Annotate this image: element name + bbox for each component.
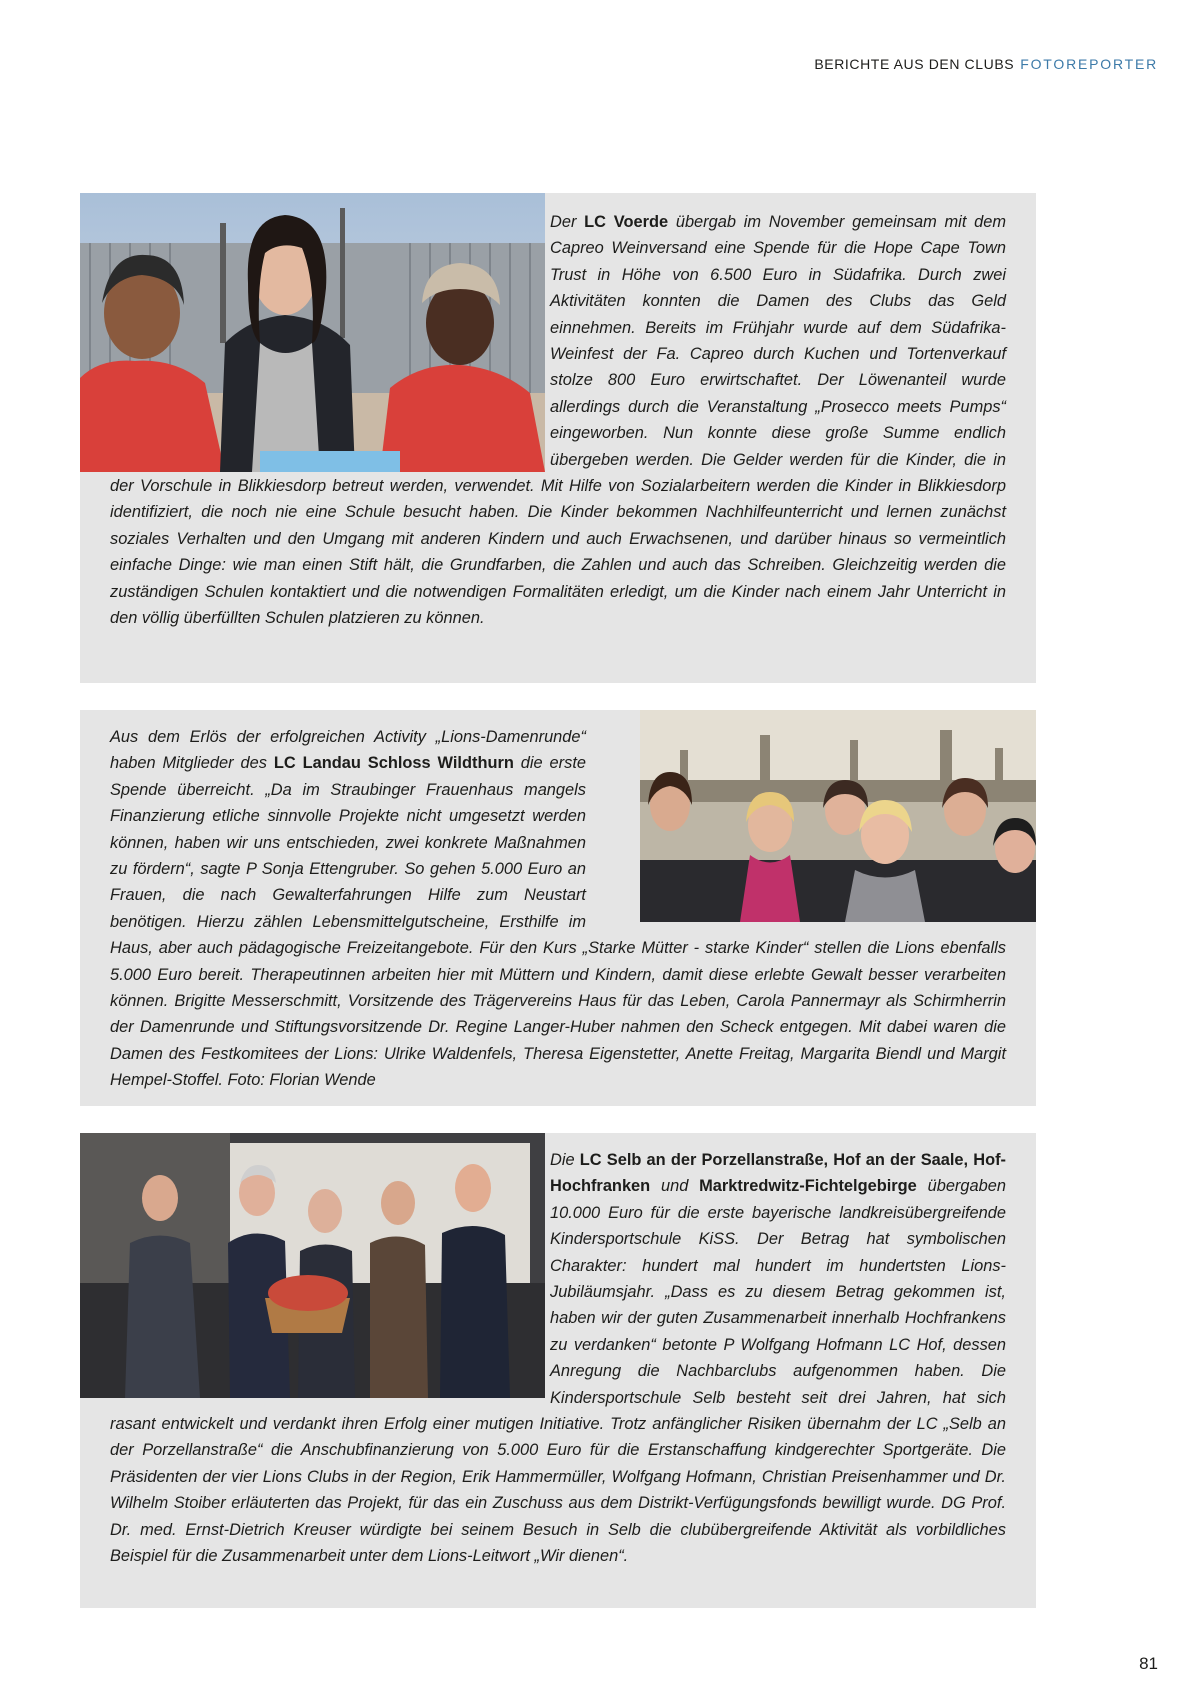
club-name: LC Selb an der Porzellanstraße, Hof an der Saale, Hof-Hochfranken — [550, 1151, 1007, 1196]
article-lc-voerde — [80, 193, 1036, 683]
article-text — [110, 724, 1006, 1094]
article-lc-selb — [80, 1133, 1036, 1608]
article-intro: Aus dem Erlös der erfolgreichen Activity „Lions-Damenrunde“ haben Mitglieder des — [110, 728, 586, 773]
article-body: die erste Spende überreicht. „Da im Straubinger Frauenhaus mangels Finanzierung etliche sinnvolle Projekte nicht umgesetzt werden können, haben wir uns entschieden, zwei konkrete Maßnahmen zu fördern“, sagte P Sonja Ettengruber. So gehen 5.000 Euro an Frauen, die nach Gewalterfahrungen Hilfe zum Neustart benötigen. Hierzu zählen Lebensmittelgutscheine, Ersthilfe im Haus, aber auch pädagogische Freizeitangebote. Für den Kurs „Starke Mütter - starke Kinder“ stellen die Lions ebenfalls 5.000 Euro bereit. Therapeutinnen arbeiten hier mit Müttern und Kindern, damit diese erlebte Gewalt besser verarbeiten können. Brigitte Messerschmitt, Vorsitzende des Trägervereins Haus für das Leben, Carola Pannermayr als Schirmherrin der Damenrunde und Stiftungsvorsitzende Dr. Regine Langer-Huber nahmen den Scheck entgegen. Mit dabei waren die Damen des Festkomitees der Lions: Ulrike Waldenfels, Theresa Eigenstetter, Anette Freitag, Margarita Biendl und Margit Hempel-Stoffel. Foto: Florian Wende — [110, 754, 1006, 1090]
article-text — [110, 209, 1006, 632]
header-subsection: FOTOREPORTER — [1020, 56, 1158, 72]
article-body: übergab im November gemeinsam mit dem Capreo Weinversand eine Spende für die Hope Cape Town Trust in Höhe von 6.500 Euro in Südafrika. Durch zwei Aktivitäten konnten die Damen des Clubs das Geld einnehmen. Bereits im Frühjahr wurde auf dem Südafrika-Weinfest der Fa. Capreo durch Kuchen und Tortenverkauf stolze 800 Euro erwirtschaftet. Der Löwenanteil wurde allerdings durch die Veranstaltung „Prosecco meets Pumps“ eingeworben. Nun konnte diese große Summe endlich übergeben werden. Die Gelder werden für die Kinder, die in der Vorschule in Blikkiesdorp betreut werden, verwendet. Mit Hilfe von Sozialarbeitern werden die Kinder in Blikkiesdorp identifiziert, die noch nie eine Schule besucht haben. Die Kinder bekommen Nachhilfeunterricht und lernen zunächst soziales Verhalten und den Umgang mit anderen Kindern und auch Erwachsenen, und darüber hinaus so vermeintlich einfache Dinge: wie man einen Stift hält, die Grundfarben, die Zahlen und auch das Schreiben. Gleichzeitig werden die zuständigen Schulen kontaktiert und die notwendigen Formalitäten erledigt, um die Kinder nach einem Jahr Unterricht in den völlig überfüllten Schulen platzieren zu können. — [110, 213, 1006, 628]
article-body: übergaben 10.000 Euro für die erste bayerische landkreisübergreifende Kindersportschule KiSS. Der Betrag hat symbolischen Charakter: hundert mal hundert im hundertsten Lions-Jubiläumsjahr. „Dass es zu diesem Betrag gekommen ist, haben wir der guten Zusammenarbeit innerhalb Hochfrankens zu verdanken“ betonte P Wolfgang Hofmann LC Hof, dessen Anregung die Nachbarclubs aufgenommen haben. Die Kindersportschule Selb besteht seit drei Jahren, hat sich rasant entwickelt und verdankt ihren Erfolg einer mutigen Initiative. Trotz anfänglicher Risiken übernahm der LC „Selb an der Porzellanstraße“ die Anschubfinanzierung von 5.000 Euro für die Erstanschaffung kindgerechter Sportgeräte. Die Präsidenten der vier Lions Clubs in der Region, Erik Hammermüller, Wolfgang Hofmann, Christian Preisenhammer und Dr. Wilhelm Stoiber erläuterten das Projekt, für das ein Zuschuss aus dem Distrikt-Verfügungsfonds bewilligt wurde. DG Prof. Dr. med. Ernst-Dietrich Kreuser würdigte bei seinem Besuch in Selb die clubübergreifende Aktivität als vorbildliches Beispiel für die Zusammenarbeit unter dem Lions-Leitwort „Wir dienen“. — [110, 1177, 1006, 1566]
article-intro: Der — [550, 213, 585, 231]
article-connector: und — [650, 1177, 700, 1196]
page-number: 81 — [1139, 1654, 1158, 1673]
article-intro: Die — [550, 1151, 580, 1169]
club-name: LC Landau Schloss Wildthurn — [273, 754, 514, 773]
club-name: LC Voerde — [584, 213, 669, 231]
running-header — [814, 56, 1158, 72]
article-lc-landau — [80, 710, 1036, 1106]
article-text — [110, 1147, 1006, 1570]
club-name-2: Marktredwitz-Fichtelgebirge — [699, 1177, 917, 1196]
header-section: BERICHTE AUS DEN CLUBS — [814, 56, 1015, 72]
